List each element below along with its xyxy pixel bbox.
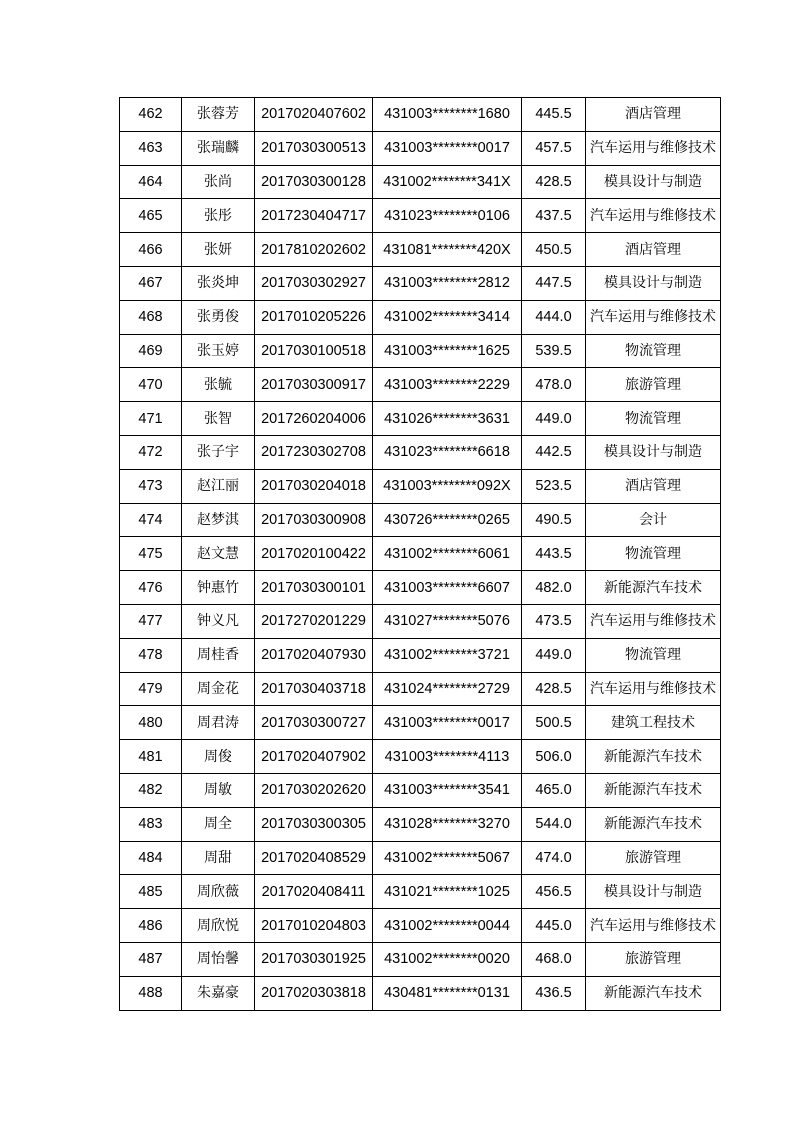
student-name-cell: 钟惠竹 (182, 571, 255, 605)
id-number-cell: 431003********1625 (373, 334, 522, 368)
exam-number-cell: 2017020407902 (255, 740, 373, 774)
score-cell: 468.0 (522, 942, 586, 976)
table-row (120, 571, 721, 605)
row-number-cell: 487 (120, 942, 182, 976)
table-row (120, 604, 721, 638)
table-row (120, 740, 721, 774)
exam-number-cell: 2017230404717 (255, 199, 373, 233)
table-row (120, 334, 721, 368)
major-cell: 汽车运用与维修技术 (586, 300, 721, 334)
major-cell: 汽车运用与维修技术 (586, 672, 721, 706)
id-number-cell: 431021********1025 (373, 875, 522, 909)
id-number-cell: 431003********092X (373, 469, 522, 503)
id-number-cell: 430726********0265 (373, 503, 522, 537)
table-row (120, 469, 721, 503)
id-number-cell: 431024********2729 (373, 672, 522, 706)
major-cell: 新能源汽车技术 (586, 773, 721, 807)
id-number-cell: 431003********4113 (373, 740, 522, 774)
exam-number-cell: 2017030300917 (255, 368, 373, 402)
student-name-cell: 周怡馨 (182, 942, 255, 976)
student-name-cell: 钟义凡 (182, 604, 255, 638)
exam-number-cell: 2017020407930 (255, 638, 373, 672)
score-cell: 449.0 (522, 402, 586, 436)
table-row (120, 706, 721, 740)
score-cell: 442.5 (522, 435, 586, 469)
major-cell: 酒店管理 (586, 98, 721, 132)
student-name-cell: 周俊 (182, 740, 255, 774)
admission-roster-table (119, 97, 721, 1011)
id-number-cell: 430481********0131 (373, 976, 522, 1010)
row-number-cell: 480 (120, 706, 182, 740)
student-name-cell: 张玉婷 (182, 334, 255, 368)
major-cell: 模具设计与制造 (586, 875, 721, 909)
table-row (120, 841, 721, 875)
table-row (120, 537, 721, 571)
score-cell: 443.5 (522, 537, 586, 571)
row-number-cell: 473 (120, 469, 182, 503)
score-cell: 450.5 (522, 233, 586, 267)
major-cell: 汽车运用与维修技术 (586, 131, 721, 165)
id-number-cell: 431003********2229 (373, 368, 522, 402)
document-page (119, 97, 721, 1011)
table-row (120, 131, 721, 165)
score-cell: 447.5 (522, 266, 586, 300)
exam-number-cell: 2017030300101 (255, 571, 373, 605)
exam-number-cell: 2017020408529 (255, 841, 373, 875)
student-name-cell: 张子宇 (182, 435, 255, 469)
exam-number-cell: 2017020407602 (255, 98, 373, 132)
score-cell: 437.5 (522, 199, 586, 233)
major-cell: 会计 (586, 503, 721, 537)
major-cell: 物流管理 (586, 334, 721, 368)
id-number-cell: 431002********6061 (373, 537, 522, 571)
student-name-cell: 张勇俊 (182, 300, 255, 334)
table-row (120, 909, 721, 943)
exam-number-cell: 2017030300128 (255, 165, 373, 199)
row-number-cell: 465 (120, 199, 182, 233)
table-row (120, 402, 721, 436)
student-name-cell: 张尚 (182, 165, 255, 199)
exam-number-cell: 2017010205226 (255, 300, 373, 334)
score-cell: 465.0 (522, 773, 586, 807)
row-number-cell: 472 (120, 435, 182, 469)
id-number-cell: 431028********3270 (373, 807, 522, 841)
student-name-cell: 张妍 (182, 233, 255, 267)
row-number-cell: 484 (120, 841, 182, 875)
id-number-cell: 431027********5076 (373, 604, 522, 638)
table-row (120, 300, 721, 334)
student-name-cell: 周金花 (182, 672, 255, 706)
major-cell: 模具设计与制造 (586, 266, 721, 300)
exam-number-cell: 2017270201229 (255, 604, 373, 638)
id-number-cell: 431002********5067 (373, 841, 522, 875)
exam-number-cell: 2017030100518 (255, 334, 373, 368)
student-name-cell: 张蓉芳 (182, 98, 255, 132)
row-number-cell: 486 (120, 909, 182, 943)
id-number-cell: 431002********0020 (373, 942, 522, 976)
major-cell: 模具设计与制造 (586, 435, 721, 469)
id-number-cell: 431081********420X (373, 233, 522, 267)
student-name-cell: 赵梦淇 (182, 503, 255, 537)
table-row (120, 807, 721, 841)
score-cell: 482.0 (522, 571, 586, 605)
id-number-cell: 431002********341X (373, 165, 522, 199)
row-number-cell: 470 (120, 368, 182, 402)
id-number-cell: 431023********6618 (373, 435, 522, 469)
major-cell: 酒店管理 (586, 469, 721, 503)
exam-number-cell: 2017260204006 (255, 402, 373, 436)
table-row (120, 875, 721, 909)
major-cell: 旅游管理 (586, 368, 721, 402)
table-row (120, 165, 721, 199)
exam-number-cell: 2017030300305 (255, 807, 373, 841)
major-cell: 汽车运用与维修技术 (586, 909, 721, 943)
exam-number-cell: 2017030300908 (255, 503, 373, 537)
major-cell: 旅游管理 (586, 942, 721, 976)
student-name-cell: 周甜 (182, 841, 255, 875)
row-number-cell: 463 (120, 131, 182, 165)
major-cell: 物流管理 (586, 537, 721, 571)
id-number-cell: 431026********3631 (373, 402, 522, 436)
id-number-cell: 431002********3721 (373, 638, 522, 672)
exam-number-cell: 2017030204018 (255, 469, 373, 503)
row-number-cell: 479 (120, 672, 182, 706)
id-number-cell: 431003********0017 (373, 131, 522, 165)
score-cell: 449.0 (522, 638, 586, 672)
student-name-cell: 赵江丽 (182, 469, 255, 503)
exam-number-cell: 2017030403718 (255, 672, 373, 706)
score-cell: 490.5 (522, 503, 586, 537)
row-number-cell: 478 (120, 638, 182, 672)
score-cell: 428.5 (522, 165, 586, 199)
major-cell: 物流管理 (586, 402, 721, 436)
row-number-cell: 467 (120, 266, 182, 300)
table-row (120, 942, 721, 976)
row-number-cell: 477 (120, 604, 182, 638)
score-cell: 428.5 (522, 672, 586, 706)
major-cell: 汽车运用与维修技术 (586, 604, 721, 638)
score-cell: 478.0 (522, 368, 586, 402)
id-number-cell: 431002********0044 (373, 909, 522, 943)
row-number-cell: 462 (120, 98, 182, 132)
student-name-cell: 朱嘉豪 (182, 976, 255, 1010)
id-number-cell: 431003********1680 (373, 98, 522, 132)
score-cell: 506.0 (522, 740, 586, 774)
student-name-cell: 周欣薇 (182, 875, 255, 909)
major-cell: 汽车运用与维修技术 (586, 199, 721, 233)
row-number-cell: 466 (120, 233, 182, 267)
exam-number-cell: 2017030302927 (255, 266, 373, 300)
student-name-cell: 张毓 (182, 368, 255, 402)
major-cell: 建筑工程技术 (586, 706, 721, 740)
student-name-cell: 周桂香 (182, 638, 255, 672)
major-cell: 酒店管理 (586, 233, 721, 267)
row-number-cell: 485 (120, 875, 182, 909)
row-number-cell: 469 (120, 334, 182, 368)
student-name-cell: 赵文慧 (182, 537, 255, 571)
table-row (120, 773, 721, 807)
exam-number-cell: 2017020408411 (255, 875, 373, 909)
score-cell: 523.5 (522, 469, 586, 503)
table-row (120, 638, 721, 672)
major-cell: 新能源汽车技术 (586, 807, 721, 841)
row-number-cell: 471 (120, 402, 182, 436)
roster-body (120, 98, 721, 1011)
table-row (120, 98, 721, 132)
student-name-cell: 张瑞麟 (182, 131, 255, 165)
exam-number-cell: 2017030202620 (255, 773, 373, 807)
row-number-cell: 474 (120, 503, 182, 537)
score-cell: 444.0 (522, 300, 586, 334)
score-cell: 436.5 (522, 976, 586, 1010)
score-cell: 457.5 (522, 131, 586, 165)
student-name-cell: 周君涛 (182, 706, 255, 740)
row-number-cell: 488 (120, 976, 182, 1010)
table-row (120, 199, 721, 233)
score-cell: 500.5 (522, 706, 586, 740)
exam-number-cell: 2017020100422 (255, 537, 373, 571)
student-name-cell: 周全 (182, 807, 255, 841)
score-cell: 473.5 (522, 604, 586, 638)
table-row (120, 672, 721, 706)
score-cell: 474.0 (522, 841, 586, 875)
row-number-cell: 482 (120, 773, 182, 807)
table-row (120, 503, 721, 537)
student-name-cell: 张智 (182, 402, 255, 436)
exam-number-cell: 2017010204803 (255, 909, 373, 943)
major-cell: 新能源汽车技术 (586, 571, 721, 605)
row-number-cell: 481 (120, 740, 182, 774)
table-row (120, 368, 721, 402)
table-row (120, 976, 721, 1010)
student-name-cell: 周欣悦 (182, 909, 255, 943)
major-cell: 新能源汽车技术 (586, 976, 721, 1010)
row-number-cell: 483 (120, 807, 182, 841)
exam-number-cell: 2017030300727 (255, 706, 373, 740)
major-cell: 物流管理 (586, 638, 721, 672)
row-number-cell: 476 (120, 571, 182, 605)
id-number-cell: 431003********0017 (373, 706, 522, 740)
score-cell: 456.5 (522, 875, 586, 909)
id-number-cell: 431003********2812 (373, 266, 522, 300)
exam-number-cell: 2017230302708 (255, 435, 373, 469)
row-number-cell: 468 (120, 300, 182, 334)
score-cell: 544.0 (522, 807, 586, 841)
row-number-cell: 475 (120, 537, 182, 571)
score-cell: 445.5 (522, 98, 586, 132)
id-number-cell: 431003********6607 (373, 571, 522, 605)
student-name-cell: 张炎坤 (182, 266, 255, 300)
major-cell: 旅游管理 (586, 841, 721, 875)
table-row (120, 266, 721, 300)
score-cell: 445.0 (522, 909, 586, 943)
table-row (120, 233, 721, 267)
id-number-cell: 431002********3414 (373, 300, 522, 334)
exam-number-cell: 2017810202602 (255, 233, 373, 267)
student-name-cell: 张彤 (182, 199, 255, 233)
id-number-cell: 431003********3541 (373, 773, 522, 807)
student-name-cell: 周敏 (182, 773, 255, 807)
score-cell: 539.5 (522, 334, 586, 368)
exam-number-cell: 2017030300513 (255, 131, 373, 165)
exam-number-cell: 2017030301925 (255, 942, 373, 976)
table-row (120, 435, 721, 469)
exam-number-cell: 2017020303818 (255, 976, 373, 1010)
id-number-cell: 431023********0106 (373, 199, 522, 233)
major-cell: 模具设计与制造 (586, 165, 721, 199)
row-number-cell: 464 (120, 165, 182, 199)
major-cell: 新能源汽车技术 (586, 740, 721, 774)
